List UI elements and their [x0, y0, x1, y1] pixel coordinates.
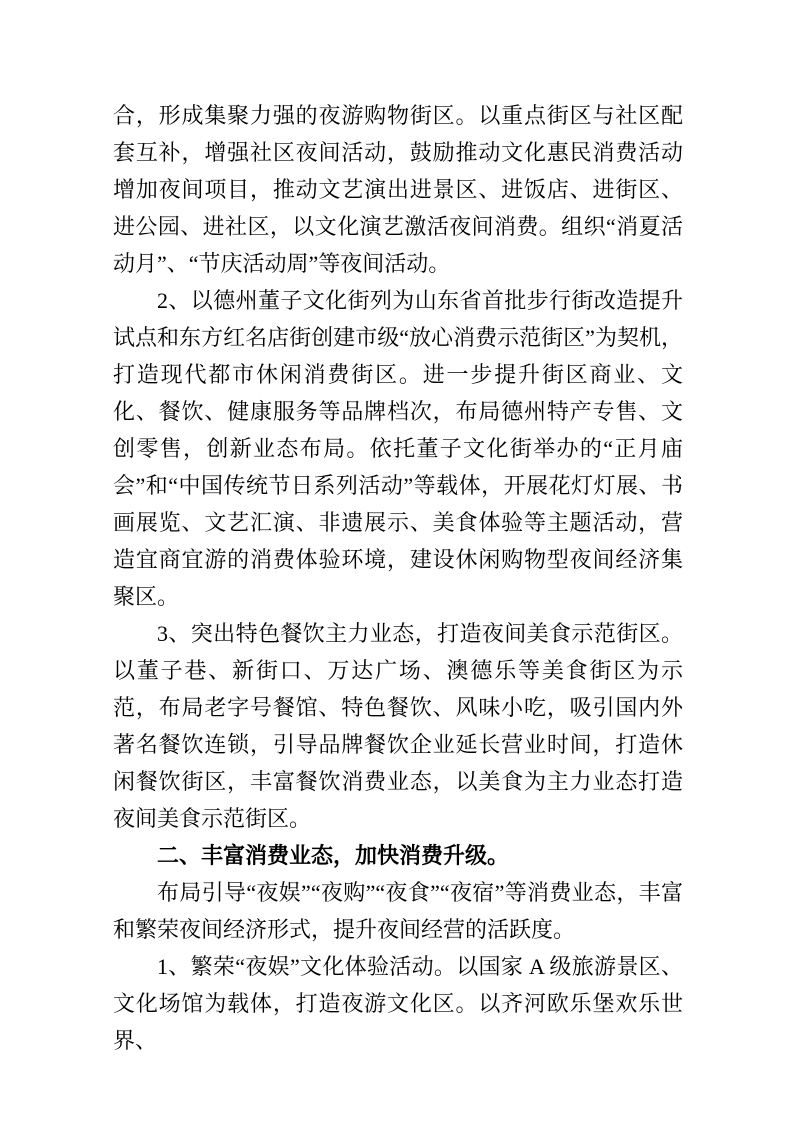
section-heading: 二、丰富消费业态，加快消费升级。 — [157, 843, 510, 868]
paragraph-body: 布局引导“夜娱”“夜购”“夜食”“夜宿”等消费业态，丰富和繁荣夜间经济形式，提升夜间经营的活跃度。 — [113, 880, 683, 942]
paragraph-numbered-item-1: 1、繁荣“夜娱”文化体验活动。以国家 A 级旅游景区、文化场馆为载体，打造夜游文化区。以齐河欧乐堡欢乐世界、 — [113, 954, 683, 1053]
document-text-block — [113, 97, 683, 1059]
paragraph-continuation: 合，形成集聚力强的夜游购物街区。以重点街区与社区配套互补，增强社区夜间活动，鼓励推动文化惠民消费活动增加夜间项目，推动文艺演出进景区、进饭店、进街区、进公园、进社区，以文化演艺激活夜间消费。组织“消夏活动月”、“节庆活动周”等夜间活动。 — [113, 103, 683, 276]
paragraph-numbered-item-2: 2、以德州董子文化街列为山东省首批步行街改造提升试点和东方红名店街创建市级“放心消费示范街区”为契机，打造现代都市休闲消费街区。进一步提升街区商业、文化、餐饮、健康服务等品牌档次，布局德州特产专售、文创零售，创新业态布局。依托董子文化街举办的“正月庙会”和“中国传统节日系列活动”等载体，开展花灯灯展、书画展览、文艺汇演、非遗展示、美食体验等主题活动，营造宜商宜游的消费体验环境，建设休闲购物型夜间经济集聚区。 — [113, 288, 683, 609]
paragraph-numbered-item-3: 3、突出特色餐饮主力业态，打造夜间美食示范街区。以董子巷、新街口、万达广场、澳德乐等美食街区为示范，布局老字号餐馆、特色餐饮、风味小吃，吸引国内外著名餐饮连锁，引导品牌餐饮企业延长营业时间，打造休闲餐饮街区，丰富餐饮消费业态，以美食为主力业态打造夜间美食示范街区。 — [113, 621, 683, 831]
